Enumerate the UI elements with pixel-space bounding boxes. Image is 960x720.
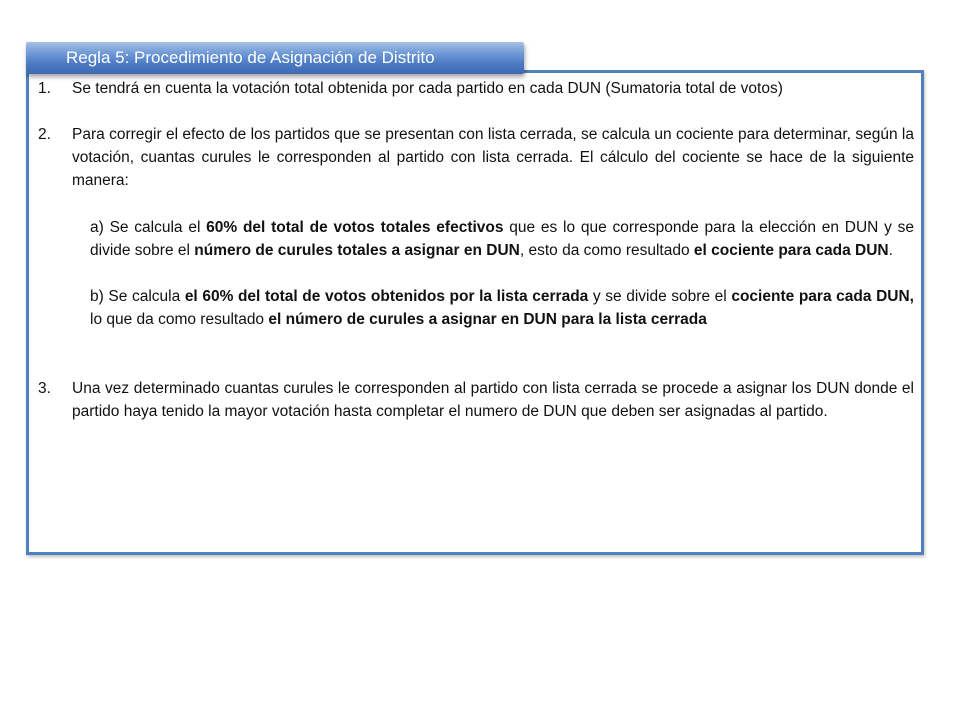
list-item-text: Para corregir el efecto de los partidos que se presentan con lista cerrada, se calcula un cociente para determinar, según la votación, cuantas curules le corresponden al partido con lista cerrada. El cálculo del cociente se hace de la siguiente manera: (72, 126, 914, 189)
sub-item-text: Se calcula (103, 288, 185, 305)
sub-item-bold-text: 60% del total de votos totales efectivos (206, 219, 504, 236)
list-item-text: Una vez determinado cuantas curules le corresponden al partido con lista cerrada se procede a asignar los DUN donde el partido haya tenido la mayor votación hasta completar el numero de DUN que deben ser asignadas al partido. (72, 380, 914, 420)
sub-item-text: y se divide sobre el (588, 288, 732, 305)
sub-item-label: a) (90, 219, 104, 236)
sub-item-text: Se calcula el (103, 219, 207, 236)
list-item-number: 2. (38, 126, 51, 143)
sub-item-bold-text: cociente para cada DUN, (731, 288, 914, 305)
list-item-text: Se tendrá en cuenta la votación total obtenida por cada partido en cada DUN (Sumatoria total de votos) (72, 80, 783, 97)
list-item-number: 3. (38, 380, 51, 397)
sub-item-bold-text: el número de curules a asignar en DUN para la lista cerrada (268, 311, 707, 328)
list-item-2 (38, 123, 914, 192)
section-title-tab (26, 42, 524, 74)
list-item-3 (38, 377, 914, 423)
sub-item-text: que es lo que corresponde para la elección en DUN y se divide sobre el (90, 219, 914, 259)
list-item-number: 1. (38, 80, 51, 97)
sub-item-b (90, 285, 914, 331)
section-title: Regla 5: Procedimiento de Asignación de Distrito (66, 48, 435, 67)
sub-item-text: , esto da como resultado (519, 242, 694, 259)
sub-item-bold-text: número de curules totales a asignar en DUN (194, 242, 520, 259)
sub-item-label: b) (90, 288, 104, 305)
sub-item-text: lo que da como resultado (90, 311, 269, 328)
list-item-1 (38, 77, 914, 100)
sub-item-a (90, 216, 914, 262)
sub-item-text: . (888, 242, 893, 259)
sub-item-bold-text: el cociente para cada DUN (693, 242, 889, 259)
rules-list (38, 77, 914, 423)
sub-item-bold-text: el 60% del total de votos obtenidos por la lista cerrada (184, 288, 589, 305)
